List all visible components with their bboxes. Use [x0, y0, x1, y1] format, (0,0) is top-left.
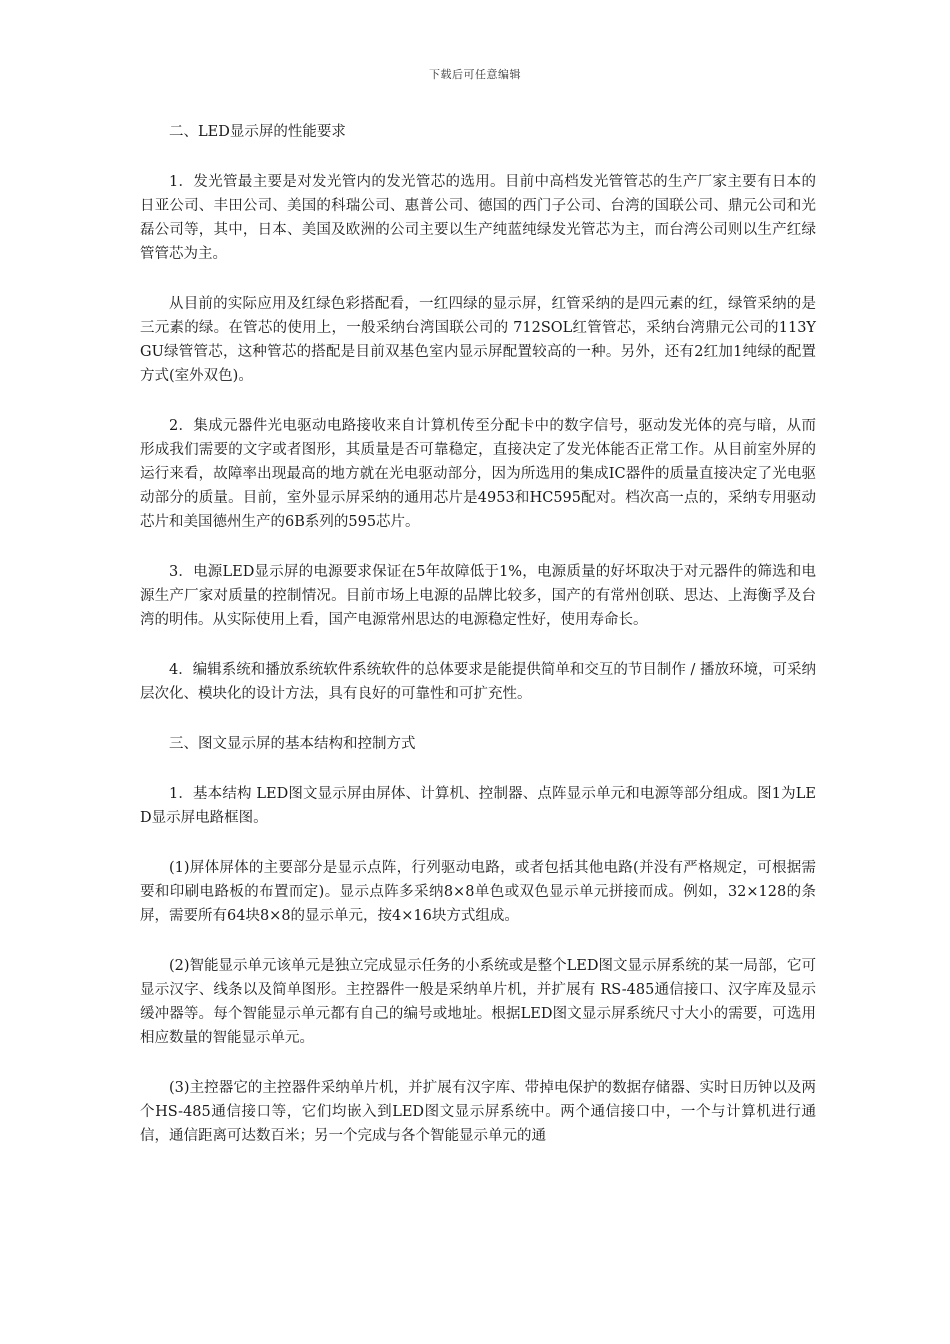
paragraph: 2．集成元器件光电驱动电路接收来自计算机传至分配卡中的数字信号，驱动发光体的亮与暗，从而形成我们需要的文字或者图形，其质量是否可靠稳定，直接决定了发光体能否正常工作。从目前室外屏的运行来看，故障率出现最高的地方就在光电驱动部分，因为所选用的集成IC器件的质量直接决定了光电驱动部分的质量。目前，室外显示屏采纳的通用芯片是4953和HC595配对。档次高一点的，采纳专用驱动芯片和美国德州生产的6B系列的595芯片。	[140, 418, 816, 530]
document-body	[140, 120, 816, 1174]
paragraph: 从目前的实际应用及红绿色彩搭配看，一红四绿的显示屏，红管采纳的是四元素的红，绿管采纳的是三元素的绿。在管芯的使用上，一般采纳台湾国联公司的 712SOL红管管芯，采纳台湾鼎元公司的113YGU绿管管芯，这种管芯的搭配是目前双基色室内显示屏配置较高的一种。另外，还有2红加1纯绿的配置方式(室外双色)。	[140, 296, 816, 384]
section-heading: 二、LED显示屏的性能要求	[169, 124, 346, 140]
paragraph: (2)智能显示单元该单元是独立完成显示任务的小系统或是整个LED图文显示屏系统的某一局部，它可显示汉字、线条以及简单图形。主控器件一般是采纳单片机，并扩展有 RS-485通信接口、汉字库及显示缓冲器等。每个智能显示单元都有自己的编号或地址。根据LED图文显示屏系统尺寸大小的需要，可选用相应数量的智能显示单元。	[140, 958, 816, 1046]
paragraph: 1．基本结构 LED图文显示屏由屏体、计算机、控制器、点阵显示单元和电源等部分组成。图1为LED显示屏电路框图。	[140, 786, 816, 826]
paragraph: (3)主控器它的主控器件采纳单片机，并扩展有汉字库、带掉电保护的数据存储器、实时日历钟以及两个HS-485通信接口等，它们均嵌入到LED图文显示屏系统中。两个通信接口中，一个与计算机进行通信，通信距离可达数百米；另一个完成与各个智能显示单元的通	[140, 1080, 816, 1144]
paragraph: (1)屏体屏体的主要部分是显示点阵，行列驱动电路，或者包括其他电路(并没有严格规定，可根据需要和印刷电路板的布置而定)。显示点阵多采纳8×8单色或双色显示单元拼接而成。例如，32×128的条屏，需要所有64块8×8的显示单元，按4×16块方式组成。	[140, 860, 816, 924]
header-note: 下载后可任意编辑	[429, 68, 521, 81]
paragraph: 4．编辑系统和播放系统软件系统软件的总体要求是能提供简单和交互的节目制作 / 播放环境，可采纳层次化、模块化的设计方法，具有良好的可靠性和可扩充性。	[140, 662, 816, 702]
paragraph: 3．电源LED显示屏的电源要求保证在5年故障低于1%，电源质量的好坏取决于对元器件的筛选和电源生产厂家对质量的控制情况。目前市场上电源的品牌比较多，国产的有常州创联、思达、上海衡孚及台湾的明伟。从实际使用上看，国产电源常州思达的电源稳定性好，使用寿命长。	[140, 564, 816, 628]
paragraph: 1．发光管最主要是对发光管内的发光管芯的选用。目前中高档发光管管芯的生产厂家主要有日本的日亚公司、丰田公司、美国的科瑞公司、惠普公司、德国的西门子公司、台湾的国联公司、鼎元公司和光磊公司等，其中，日本、美国及欧洲的公司主要以生产纯蓝纯绿发光管芯为主，而台湾公司则以生产红绿管管芯为主。	[140, 174, 816, 262]
section-heading: 三、图文显示屏的基本结构和控制方式	[169, 736, 416, 752]
